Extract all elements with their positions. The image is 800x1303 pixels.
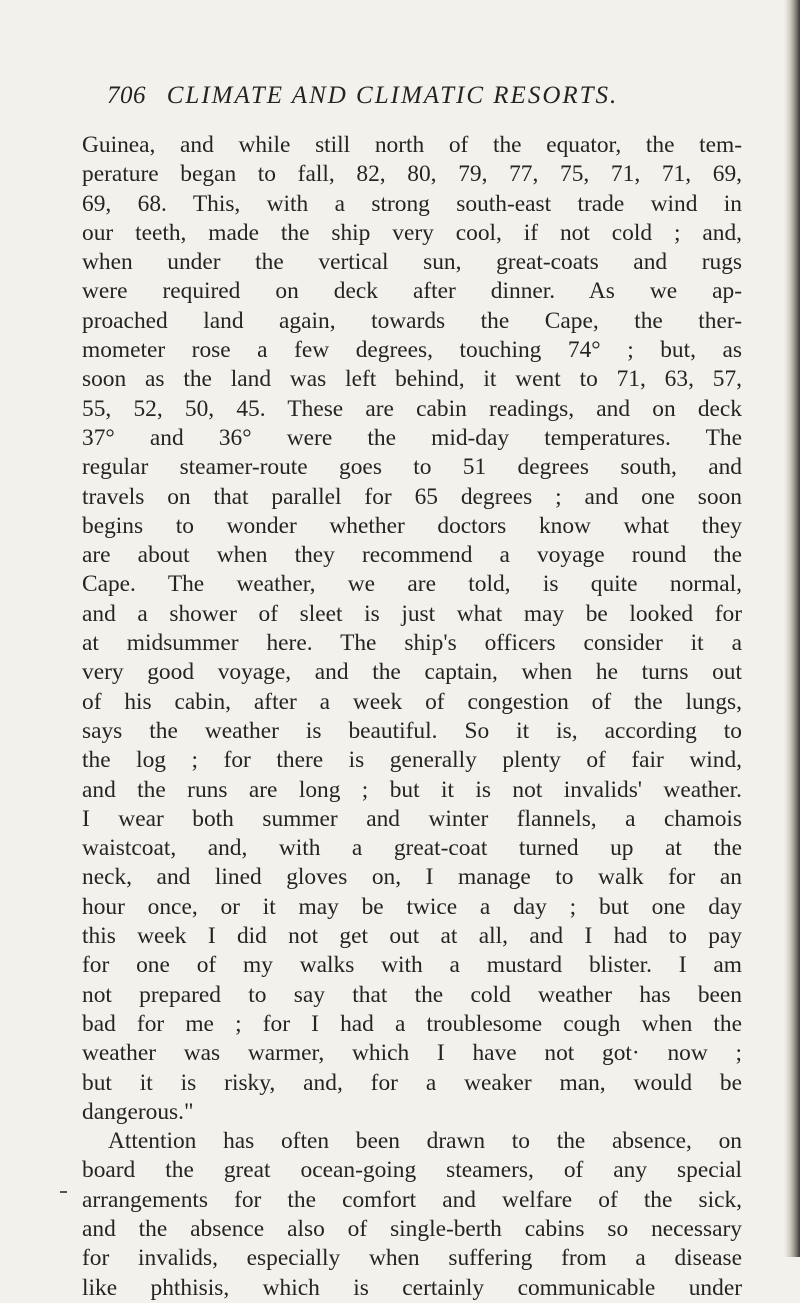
text-line: and the absence also of single-berth cabins so necessary: [82, 1215, 742, 1242]
text-line: but it is risky, and, for a weaker man, would be: [82, 1069, 742, 1096]
page-number: 706: [107, 82, 146, 109]
text-line: I wear both summer and winter flannels, a chamois: [82, 805, 742, 832]
text-line: weather was warmer, which I have not got· now ;: [82, 1040, 742, 1067]
text-line: waistcoat, and, with a great-coat turned up at the: [82, 835, 742, 862]
text-line: are about when they recommend a voyage round the: [82, 542, 742, 569]
text-line: the log ; for there is generally plenty of fair wind,: [82, 747, 742, 774]
text-line: arrangements for the comfort and welfare of the sick,: [82, 1186, 742, 1213]
text-line: Guinea, and while still north of the equator, the tem-: [82, 132, 742, 158]
stray-ink-mark: [60, 1191, 67, 1193]
text-line: very good voyage, and the captain, when he turns out: [82, 659, 742, 686]
text-line: perature began to fall, 82, 80, 79, 77, 75, 71, 71, 69,: [82, 161, 742, 188]
text-line: of his cabin, after a week of congestion of the lungs,: [82, 688, 742, 715]
text-line: neck, and lined gloves on, I manage to walk for an: [82, 864, 742, 891]
text-line: and a shower of sleet is just what may be looked for: [82, 600, 742, 627]
page-binding-shadow: [784, 0, 800, 1257]
text-line: 69, 68. This, with a strong south-east trade wind in: [82, 190, 742, 217]
text-line: 55, 52, 50, 45. These are cabin readings, and on deck: [82, 395, 742, 422]
text-line: proached land again, towards the Cape, the ther-: [82, 307, 742, 334]
text-line: begins to wonder whether doctors know what they: [82, 512, 742, 539]
text-line: Cape. The weather, we are told, is quite normal,: [82, 571, 742, 598]
text-line: regular steamer-route goes to 51 degrees south, and: [82, 454, 742, 481]
text-line: and the runs are long ; but it is not invalids' weather.: [82, 776, 742, 803]
text-line: soon as the land was left behind, it went to 71, 63, 57,: [82, 366, 742, 393]
text-line: bad for me ; for I had a troublesome cough when the: [82, 1010, 742, 1037]
text-line: were required on deck after dinner. As we ap-: [82, 278, 742, 305]
paragraph-start-line: Attention has often been drawn to the absence, on: [108, 1128, 742, 1155]
text-line: for one of my walks with a mustard blister. I am: [82, 952, 742, 979]
text-line: says the weather is beautiful. So it is, according to: [82, 717, 742, 744]
text-line: when under the vertical sun, great-coats and rugs: [82, 249, 742, 276]
text-line: 37° and 36° were the mid-day temperatures. The: [82, 424, 742, 451]
text-line: hour once, or it may be twice a day ; but one day: [82, 893, 742, 920]
text-line: for invalids, especially when suffering from a disease: [82, 1245, 742, 1272]
text-line: at midsummer here. The ship's officers consider it a: [82, 630, 742, 657]
page-header: [107, 82, 727, 110]
text-line: our teeth, made the ship very cool, if not cold ; and,: [82, 219, 742, 246]
text-line: dangerous.": [82, 1098, 194, 1125]
text-line: board the great ocean-going steamers, of any special: [82, 1157, 742, 1184]
text-line: this week I did not get out at all, and I had to pay: [82, 923, 742, 950]
running-title: CLIMATE AND CLIMATIC RESORTS.: [166, 82, 619, 109]
text-line: travels on that parallel for 65 degrees ; and one soon: [82, 483, 742, 510]
body-text: [82, 131, 742, 1303]
text-line: not prepared to say that the cold weather has been: [82, 981, 742, 1008]
text-line: like phthisis, which is certainly communicable under: [82, 1274, 742, 1301]
text-line: mometer rose a few degrees, touching 74° ; but, as: [82, 337, 742, 364]
